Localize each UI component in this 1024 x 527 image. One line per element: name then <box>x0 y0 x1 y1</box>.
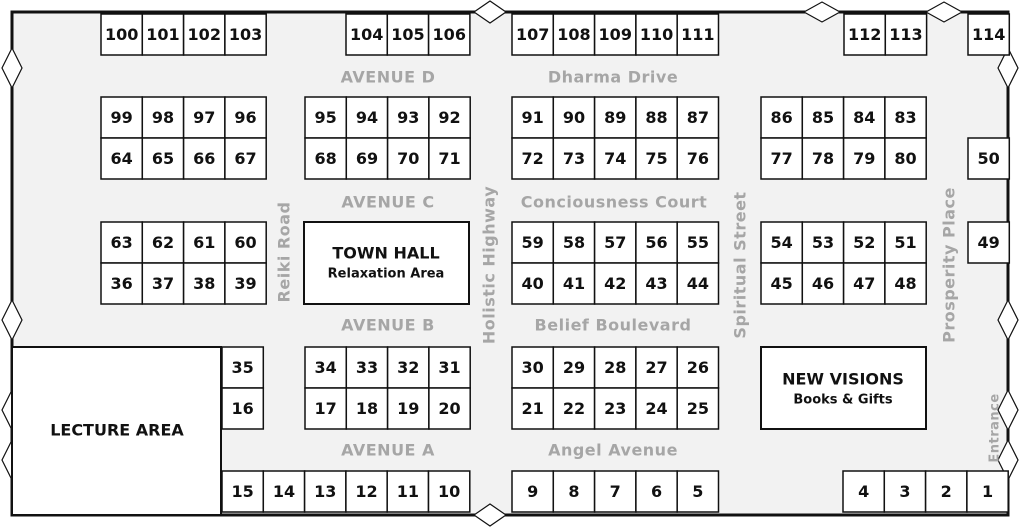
booth-113[interactable] <box>885 14 926 55</box>
booth-67[interactable] <box>225 138 266 179</box>
booth-number: 83 <box>894 108 917 127</box>
booth-62[interactable] <box>142 222 183 263</box>
booth-108[interactable] <box>553 14 594 55</box>
booth-number: 79 <box>853 149 876 168</box>
booth-102[interactable] <box>184 14 225 55</box>
booth-31[interactable] <box>429 347 470 388</box>
booth-number: 38 <box>193 274 216 293</box>
street-label-conciousness-court: Conciousness Court <box>520 192 708 212</box>
booth-number: 3 <box>899 482 911 501</box>
booth-77[interactable] <box>761 138 802 179</box>
street-label-spiritual-street: Spiritual Street <box>730 191 750 339</box>
booth-number: 33 <box>355 358 379 377</box>
booth-number: 110 <box>639 25 674 44</box>
booth-number: 69 <box>355 149 379 168</box>
booth-30[interactable] <box>512 347 553 388</box>
booth-96[interactable] <box>225 97 266 138</box>
booth-number: 19 <box>397 399 420 418</box>
booth-109[interactable] <box>595 14 636 55</box>
street-label-dharma-drive: Dharma Drive <box>547 67 679 87</box>
booth-61[interactable] <box>184 222 225 263</box>
street-label-prosperity-place: Prosperity Place <box>939 187 959 343</box>
booth-36[interactable] <box>101 263 142 304</box>
booth-107[interactable] <box>512 14 553 55</box>
booth-71[interactable] <box>429 138 470 179</box>
booth-32[interactable] <box>388 347 429 388</box>
booth-46[interactable] <box>802 263 843 304</box>
booth-69[interactable] <box>346 138 387 179</box>
street-label-avenue-c: AVENUE C <box>341 192 435 212</box>
booth-number: 43 <box>645 274 668 293</box>
booth-19[interactable] <box>388 388 429 429</box>
booth-40[interactable] <box>512 263 553 304</box>
booth-16[interactable] <box>222 388 263 429</box>
town-hall-box <box>304 222 469 304</box>
booth-number: 28 <box>604 358 627 377</box>
booth-number: 27 <box>645 358 668 377</box>
booth-88[interactable] <box>636 97 677 138</box>
new-visions[interactable] <box>761 347 926 429</box>
booth-number: 7 <box>609 482 621 501</box>
street-label-angel-avenue: Angel Avenue <box>548 440 678 460</box>
booth-number: 51 <box>894 233 917 252</box>
booth-14[interactable] <box>263 471 304 512</box>
booth-number: 92 <box>438 108 461 127</box>
booth-number: 1 <box>981 482 994 501</box>
booth-68[interactable] <box>305 138 346 179</box>
booth-number: 88 <box>645 108 668 127</box>
booth-number: 2 <box>940 482 952 501</box>
lecture-area-title: LECTURE AREA <box>50 420 184 440</box>
booth-105[interactable] <box>387 14 428 55</box>
booth-22[interactable] <box>553 388 594 429</box>
booth-number: 63 <box>110 233 133 252</box>
booth-13[interactable] <box>305 471 346 512</box>
town-hall-title: TOWN HALL <box>332 243 440 263</box>
booth-number: 96 <box>234 108 257 127</box>
booth-number: 60 <box>234 233 257 252</box>
booth-74[interactable] <box>595 138 636 179</box>
booth-3[interactable] <box>884 471 925 512</box>
booth-number: 70 <box>397 149 420 168</box>
booth-59[interactable] <box>512 222 553 263</box>
booth-number: 39 <box>234 274 257 293</box>
booth-73[interactable] <box>553 138 594 179</box>
booth-number: 100 <box>104 25 139 44</box>
booth-number: 47 <box>853 274 876 293</box>
booth-39[interactable] <box>225 263 266 304</box>
booth-number: 64 <box>110 149 133 168</box>
booth-number: 61 <box>193 233 216 252</box>
new-visions-subtitle: Books & Gifts <box>793 392 893 408</box>
booth-89[interactable] <box>595 97 636 138</box>
booth-number: 68 <box>314 149 337 168</box>
booth-53[interactable] <box>802 222 843 263</box>
booth-78[interactable] <box>802 138 843 179</box>
booth-66[interactable] <box>184 138 225 179</box>
town-hall-subtitle: Relaxation Area <box>327 266 445 282</box>
booth-25[interactable] <box>677 388 718 429</box>
booth-111[interactable] <box>677 14 718 55</box>
booth-85[interactable] <box>802 97 843 138</box>
booth-number: 16 <box>231 399 254 418</box>
booth-number: 17 <box>314 399 337 418</box>
booth-number: 34 <box>314 358 337 377</box>
booth-number: 78 <box>811 149 835 168</box>
booth-20[interactable] <box>429 388 470 429</box>
booth-63[interactable] <box>101 222 142 263</box>
street-label-holistic-highway: Holistic Highway <box>479 185 499 345</box>
booth-number: 36 <box>110 274 133 293</box>
booth-87[interactable] <box>677 97 718 138</box>
booth-number: 77 <box>770 149 793 168</box>
booth-41[interactable] <box>553 263 594 304</box>
street-label-avenue-d: AVENUE D <box>340 67 436 87</box>
booth-number: 42 <box>604 274 627 293</box>
booth-60[interactable] <box>225 222 266 263</box>
booth-70[interactable] <box>388 138 429 179</box>
booth-47[interactable] <box>844 263 885 304</box>
booth-83[interactable] <box>885 97 926 138</box>
booth-number: 12 <box>355 482 378 501</box>
booth-38[interactable] <box>184 263 225 304</box>
booth-17[interactable] <box>305 388 346 429</box>
booth-number: 40 <box>521 274 544 293</box>
booth-103[interactable] <box>225 14 266 55</box>
street-label-avenue-b: AVENUE B <box>341 315 435 335</box>
booth-number: 107 <box>515 25 550 44</box>
booth-number: 21 <box>521 399 544 418</box>
booth-number: 9 <box>527 482 539 501</box>
booth-number: 53 <box>811 233 835 252</box>
booth-99[interactable] <box>101 97 142 138</box>
booth-90[interactable] <box>553 97 594 138</box>
booth-number: 6 <box>650 482 663 501</box>
booth-number: 14 <box>272 482 296 501</box>
booth-49[interactable] <box>968 222 1009 263</box>
booth-number: 24 <box>645 399 668 418</box>
booth-110[interactable] <box>636 14 677 55</box>
booth-24[interactable] <box>636 388 677 429</box>
booth-number: 73 <box>562 149 586 168</box>
booth-101[interactable] <box>142 14 183 55</box>
booth-27[interactable] <box>636 347 677 388</box>
booth-number: 18 <box>355 399 379 418</box>
booth-number: 32 <box>397 358 420 377</box>
booth-number: 65 <box>151 149 175 168</box>
booth-number: 113 <box>889 25 923 44</box>
booth-58[interactable] <box>553 222 594 263</box>
booth-number: 22 <box>562 399 586 418</box>
booth-number: 85 <box>811 108 835 127</box>
booth-number: 37 <box>151 274 175 293</box>
booth-number: 97 <box>193 108 216 127</box>
booth-number: 15 <box>231 482 254 501</box>
booth-number: 59 <box>521 233 544 252</box>
booth-number: 30 <box>521 358 544 377</box>
booth-6[interactable] <box>636 471 677 512</box>
new-visions-title: NEW VISIONS <box>782 369 904 389</box>
booth-104[interactable] <box>346 14 387 55</box>
booth-number: 67 <box>234 149 257 168</box>
booth-number: 99 <box>110 108 133 127</box>
booth-number: 29 <box>562 358 586 377</box>
booth-50[interactable] <box>968 138 1009 179</box>
booth-number: 71 <box>438 149 461 168</box>
booth-4[interactable] <box>843 471 884 512</box>
booth-number: 62 <box>151 233 175 252</box>
booth-number: 103 <box>228 25 263 44</box>
booth-56[interactable] <box>636 222 677 263</box>
booth-44[interactable] <box>677 263 718 304</box>
booth-72[interactable] <box>512 138 553 179</box>
booth-28[interactable] <box>595 347 636 388</box>
booth-number: 80 <box>894 149 917 168</box>
booth-number: 11 <box>396 482 419 501</box>
booth-number: 98 <box>151 108 175 127</box>
booth-2[interactable] <box>926 471 967 512</box>
booth-number: 41 <box>562 274 586 293</box>
booth-number: 46 <box>811 274 835 293</box>
booth-54[interactable] <box>761 222 802 263</box>
booth-8[interactable] <box>553 471 594 512</box>
booth-number: 35 <box>231 358 254 377</box>
booth-112[interactable] <box>844 14 885 55</box>
booth-number: 5 <box>692 482 704 501</box>
booth-98[interactable] <box>142 97 183 138</box>
entrance-label: Entrance <box>987 393 1003 463</box>
booth-33[interactable] <box>346 347 387 388</box>
booth-76[interactable] <box>677 138 718 179</box>
booth-10[interactable] <box>429 471 470 512</box>
booth-number: 112 <box>847 25 882 44</box>
booth-number: 101 <box>146 25 180 44</box>
street-label-belief-boulevard: Belief Boulevard <box>534 315 692 335</box>
booth-114[interactable] <box>968 14 1009 55</box>
booth-number: 72 <box>521 149 544 168</box>
booth-79[interactable] <box>844 138 885 179</box>
booth-number: 31 <box>438 358 461 377</box>
booth-number: 95 <box>314 108 337 127</box>
booth-number: 25 <box>686 399 709 418</box>
town-hall[interactable] <box>304 222 469 304</box>
booth-number: 111 <box>681 25 715 44</box>
street-label-reiki-road: Reiki Road <box>274 201 294 303</box>
booth-number: 20 <box>438 399 461 418</box>
booth-23[interactable] <box>595 388 636 429</box>
booth-37[interactable] <box>142 263 183 304</box>
booth-5[interactable] <box>677 471 718 512</box>
booth-number: 23 <box>604 399 627 418</box>
booth-number: 75 <box>645 149 668 168</box>
booth-55[interactable] <box>677 222 718 263</box>
booth-number: 48 <box>894 274 917 293</box>
booth-number: 66 <box>193 149 216 168</box>
booth-43[interactable] <box>636 263 677 304</box>
booth-number: 102 <box>187 25 221 44</box>
booth-94[interactable] <box>346 97 387 138</box>
booth-18[interactable] <box>346 388 387 429</box>
booth-84[interactable] <box>844 97 885 138</box>
booth-number: 93 <box>397 108 420 127</box>
booth-93[interactable] <box>388 97 429 138</box>
booth-number: 74 <box>604 149 627 168</box>
booth-34[interactable] <box>305 347 346 388</box>
booth-number: 26 <box>686 358 709 377</box>
booth-21[interactable] <box>512 388 553 429</box>
booth-12[interactable] <box>346 471 387 512</box>
booth-48[interactable] <box>885 263 926 304</box>
booth-26[interactable] <box>677 347 718 388</box>
booth-number: 50 <box>977 149 1000 168</box>
street-label-avenue-a: AVENUE A <box>341 440 435 460</box>
booth-number: 91 <box>521 108 544 127</box>
booth-57[interactable] <box>595 222 636 263</box>
booth-100[interactable] <box>101 14 142 55</box>
booth-95[interactable] <box>305 97 346 138</box>
booth-number: 56 <box>645 233 668 252</box>
booth-number: 90 <box>562 108 586 127</box>
booth-number: 84 <box>853 108 876 127</box>
booth-number: 114 <box>971 25 1006 44</box>
booth-number: 86 <box>770 108 793 127</box>
booth-number: 76 <box>686 149 709 168</box>
booth-92[interactable] <box>429 97 470 138</box>
booth-106[interactable] <box>429 14 470 55</box>
booth-number: 8 <box>568 482 580 501</box>
booth-1[interactable] <box>967 471 1008 512</box>
booth-number: 44 <box>686 274 709 293</box>
booth-80[interactable] <box>885 138 926 179</box>
booth-42[interactable] <box>595 263 636 304</box>
booth-number: 58 <box>562 233 586 252</box>
booth-number: 45 <box>770 274 793 293</box>
booth-number: 89 <box>604 108 627 127</box>
lecture-area[interactable] <box>12 347 221 515</box>
booth-15[interactable] <box>222 471 263 512</box>
booth-number: 106 <box>432 25 466 44</box>
booth-51[interactable] <box>885 222 926 263</box>
booth-number: 105 <box>391 25 425 44</box>
booth-number: 87 <box>686 108 709 127</box>
booth-number: 52 <box>853 233 876 252</box>
booth-number: 54 <box>770 233 793 252</box>
booth-number: 109 <box>598 25 632 44</box>
booth-11[interactable] <box>387 471 428 512</box>
booth-35[interactable] <box>222 347 263 388</box>
booth-91[interactable] <box>512 97 553 138</box>
booth-64[interactable] <box>101 138 142 179</box>
booth-45[interactable] <box>761 263 802 304</box>
booth-number: 108 <box>557 25 591 44</box>
booth-97[interactable] <box>184 97 225 138</box>
booth-number: 49 <box>977 233 1000 252</box>
booth-75[interactable] <box>636 138 677 179</box>
booth-number: 55 <box>686 233 709 252</box>
booth-number: 57 <box>604 233 627 252</box>
booth-number: 104 <box>349 25 384 44</box>
booth-29[interactable] <box>553 347 594 388</box>
booth-number: 13 <box>314 482 337 501</box>
booth-65[interactable] <box>142 138 183 179</box>
booth-number: 4 <box>858 482 870 501</box>
booth-number: 10 <box>438 482 461 501</box>
booth-7[interactable] <box>595 471 636 512</box>
booth-86[interactable] <box>761 97 802 138</box>
booth-9[interactable] <box>512 471 553 512</box>
booth-52[interactable] <box>844 222 885 263</box>
booth-number: 94 <box>355 108 379 127</box>
